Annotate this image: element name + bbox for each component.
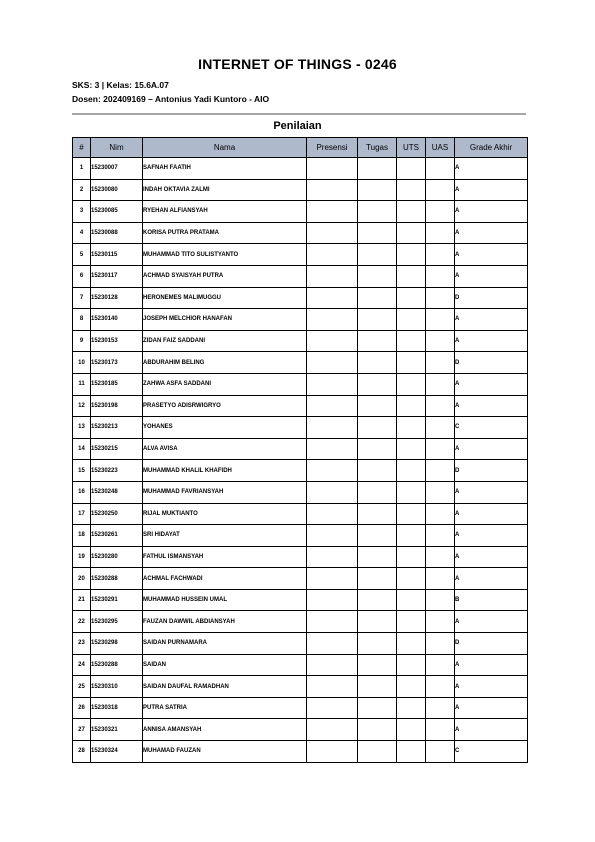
uts-cell [397, 654, 426, 676]
student-nim: 15230215 [91, 438, 143, 460]
tugas-cell [358, 417, 397, 439]
uas-cell [426, 676, 455, 698]
student-name: SAFNAH FAATIH [143, 158, 307, 180]
uas-cell [426, 330, 455, 352]
row-number: 17 [73, 503, 91, 525]
student-name: ABDURAHIM BELING [143, 352, 307, 374]
presensi-cell [307, 697, 358, 719]
table-row [73, 179, 528, 201]
presensi-cell [307, 568, 358, 590]
student-name: SAIDAN PURNAMARA [143, 633, 307, 655]
row-number: 4 [73, 222, 91, 244]
table-row [73, 697, 528, 719]
row-number: 13 [73, 417, 91, 439]
student-nim: 15230115 [91, 244, 143, 266]
tugas-cell [358, 654, 397, 676]
tugas-cell [358, 352, 397, 374]
student-name: SAIDAN [143, 654, 307, 676]
final-grade: A [455, 179, 528, 201]
tugas-cell [358, 460, 397, 482]
page-title: INTERNET OF THINGS - 0246 [198, 56, 397, 72]
row-number: 24 [73, 654, 91, 676]
presensi-cell [307, 460, 358, 482]
row-number: 25 [73, 676, 91, 698]
presensi-cell [307, 330, 358, 352]
student-nim: 15230088 [91, 222, 143, 244]
final-grade: A [455, 719, 528, 741]
uts-cell [397, 741, 426, 763]
tugas-cell [358, 719, 397, 741]
uas-cell [426, 373, 455, 395]
student-name: KORISA PUTRA PRATAMA [143, 222, 307, 244]
student-name: INDAH OKTAVIA ZALMI [143, 179, 307, 201]
table-row [73, 201, 528, 223]
tugas-cell [358, 244, 397, 266]
final-grade: D [455, 633, 528, 655]
presensi-cell [307, 309, 358, 331]
col-nim-header: Nim [91, 138, 143, 158]
course-info: SKS: 3 | Kelas: 15.6A.07 [72, 80, 169, 90]
student-nim: 15230250 [91, 503, 143, 525]
final-grade: B [455, 589, 528, 611]
student-name: MUHAMMAD KHALIL KHAFIDH [143, 460, 307, 482]
row-number: 12 [73, 395, 91, 417]
presensi-cell [307, 265, 358, 287]
uts-cell [397, 438, 426, 460]
tugas-cell [358, 373, 397, 395]
uts-cell [397, 719, 426, 741]
table-row [73, 460, 528, 482]
uas-cell [426, 352, 455, 374]
student-name: ANNISA AMANSYAH [143, 719, 307, 741]
section-title: Penilaian [273, 120, 322, 132]
table-row [73, 589, 528, 611]
row-number: 18 [73, 525, 91, 547]
student-name: PUTRA SATRIA [143, 697, 307, 719]
uts-cell [397, 309, 426, 331]
student-nim: 15230223 [91, 460, 143, 482]
tugas-cell [358, 633, 397, 655]
student-nim: 15230080 [91, 179, 143, 201]
row-number: 21 [73, 589, 91, 611]
final-grade: C [455, 417, 528, 439]
final-grade: C [455, 741, 528, 763]
uas-cell [426, 611, 455, 633]
row-number: 19 [73, 546, 91, 568]
final-grade: A [455, 438, 528, 460]
table-row [73, 719, 528, 741]
tugas-cell [358, 589, 397, 611]
presensi-cell [307, 438, 358, 460]
student-nim: 15230153 [91, 330, 143, 352]
uts-cell [397, 525, 426, 547]
uts-cell [397, 179, 426, 201]
presensi-cell [307, 525, 358, 547]
presensi-cell [307, 373, 358, 395]
presensi-cell [307, 719, 358, 741]
final-grade: A [455, 481, 528, 503]
tugas-cell [358, 697, 397, 719]
table-row [73, 741, 528, 763]
table-row [73, 244, 528, 266]
presensi-cell [307, 611, 358, 633]
col-uas-header: UAS [426, 138, 455, 158]
final-grade: D [455, 287, 528, 309]
uas-cell [426, 546, 455, 568]
student-name: PRASETYO ADISRWIGRYO [143, 395, 307, 417]
header-divider [72, 113, 526, 115]
presensi-cell [307, 158, 358, 180]
uts-cell [397, 417, 426, 439]
student-name: YOHANES [143, 417, 307, 439]
table-row [73, 158, 528, 180]
uts-cell [397, 158, 426, 180]
tugas-cell [358, 676, 397, 698]
uts-cell [397, 633, 426, 655]
tugas-cell [358, 568, 397, 590]
student-name: JOSEPH MELCHIOR HANAFAN [143, 309, 307, 331]
final-grade: D [455, 460, 528, 482]
final-grade: A [455, 503, 528, 525]
col-presensi-header: Presensi [307, 138, 358, 158]
uas-cell [426, 741, 455, 763]
row-number: 27 [73, 719, 91, 741]
table-header-row [73, 138, 528, 158]
row-number: 26 [73, 697, 91, 719]
student-name: ZIDAN FAIZ SADDANI [143, 330, 307, 352]
student-name: RIJAL MUKTIANTO [143, 503, 307, 525]
final-grade: A [455, 222, 528, 244]
uas-cell [426, 525, 455, 547]
uas-cell [426, 287, 455, 309]
uas-cell [426, 503, 455, 525]
row-number: 16 [73, 481, 91, 503]
final-grade: A [455, 654, 528, 676]
uas-cell [426, 395, 455, 417]
student-nim: 15230117 [91, 265, 143, 287]
student-nim: 15230248 [91, 481, 143, 503]
tugas-cell [358, 438, 397, 460]
row-number: 2 [73, 179, 91, 201]
table-row [73, 481, 528, 503]
student-name: ACHMAL FACHWADI [143, 568, 307, 590]
final-grade: A [455, 265, 528, 287]
tugas-cell [358, 481, 397, 503]
row-number: 20 [73, 568, 91, 590]
table-row [73, 676, 528, 698]
final-grade: A [455, 611, 528, 633]
presensi-cell [307, 352, 358, 374]
presensi-cell [307, 417, 358, 439]
student-name: FAUZAN DAWWIL ABDIANSYAH [143, 611, 307, 633]
student-nim: 15230310 [91, 676, 143, 698]
presensi-cell [307, 244, 358, 266]
uas-cell [426, 309, 455, 331]
tugas-cell [358, 546, 397, 568]
row-number: 3 [73, 201, 91, 223]
table-row [73, 611, 528, 633]
row-number: 11 [73, 373, 91, 395]
uts-cell [397, 697, 426, 719]
table-row [73, 309, 528, 331]
tugas-cell [358, 201, 397, 223]
table-row [73, 546, 528, 568]
uas-cell [426, 158, 455, 180]
presensi-cell [307, 546, 358, 568]
tugas-cell [358, 525, 397, 547]
uts-cell [397, 503, 426, 525]
tugas-cell [358, 395, 397, 417]
uts-cell [397, 460, 426, 482]
uts-cell [397, 287, 426, 309]
table-row [73, 265, 528, 287]
presensi-cell [307, 676, 358, 698]
student-nim: 15230185 [91, 373, 143, 395]
student-nim: 15230324 [91, 741, 143, 763]
final-grade: A [455, 309, 528, 331]
uas-cell [426, 481, 455, 503]
tugas-cell [358, 741, 397, 763]
table-row [73, 352, 528, 374]
student-nim: 15230085 [91, 201, 143, 223]
presensi-cell [307, 222, 358, 244]
final-grade: A [455, 373, 528, 395]
final-grade: A [455, 525, 528, 547]
student-name: FATHUL ISMANSYAH [143, 546, 307, 568]
uas-cell [426, 633, 455, 655]
presensi-cell [307, 395, 358, 417]
presensi-cell [307, 481, 358, 503]
tugas-cell [358, 179, 397, 201]
student-name: ACHMAD SYAISYAH PUTRA [143, 265, 307, 287]
table-row [73, 395, 528, 417]
uas-cell [426, 179, 455, 201]
student-name: HERONEMES MALIMUGGU [143, 287, 307, 309]
presensi-cell [307, 179, 358, 201]
table-row [73, 633, 528, 655]
student-nim: 15230213 [91, 417, 143, 439]
final-grade: A [455, 568, 528, 590]
student-name: RYEHAN ALFIANSYAH [143, 201, 307, 223]
tugas-cell [358, 287, 397, 309]
final-grade: A [455, 330, 528, 352]
col-tugas-header: Tugas [358, 138, 397, 158]
uts-cell [397, 481, 426, 503]
presensi-cell [307, 654, 358, 676]
tugas-cell [358, 330, 397, 352]
student-nim: 15230295 [91, 611, 143, 633]
presensi-cell [307, 741, 358, 763]
uts-cell [397, 352, 426, 374]
lecturer-info: Dosen: 202409169 – Antonius Yadi Kuntoro - AIO [72, 94, 270, 104]
row-number: 6 [73, 265, 91, 287]
uas-cell [426, 222, 455, 244]
student-nim: 15230321 [91, 719, 143, 741]
tugas-cell [358, 611, 397, 633]
col-uts-header: UTS [397, 138, 426, 158]
student-nim: 15230291 [91, 589, 143, 611]
row-number: 9 [73, 330, 91, 352]
col-nama-header: Nama [143, 138, 307, 158]
student-nim: 15230298 [91, 633, 143, 655]
student-name: SAIDAN DAUFAL RAMADHAN [143, 676, 307, 698]
student-nim: 15230288 [91, 568, 143, 590]
uts-cell [397, 676, 426, 698]
uts-cell [397, 589, 426, 611]
student-nim: 15230261 [91, 525, 143, 547]
row-number: 10 [73, 352, 91, 374]
table-row [73, 417, 528, 439]
final-grade: A [455, 395, 528, 417]
tugas-cell [358, 503, 397, 525]
student-nim: 15230128 [91, 287, 143, 309]
col-grade-header: Grade Akhir [455, 138, 528, 158]
table-row [73, 654, 528, 676]
uts-cell [397, 568, 426, 590]
uas-cell [426, 568, 455, 590]
student-nim: 15230318 [91, 697, 143, 719]
uts-cell [397, 265, 426, 287]
table-row [73, 330, 528, 352]
uas-cell [426, 719, 455, 741]
row-number: 1 [73, 158, 91, 180]
student-name: MUHAMAD FAUZAN [143, 741, 307, 763]
table-row [73, 568, 528, 590]
grades-table [72, 137, 528, 763]
student-name: SRI HIDAYAT [143, 525, 307, 547]
table-row [73, 287, 528, 309]
row-number: 22 [73, 611, 91, 633]
tugas-cell [358, 222, 397, 244]
final-grade: A [455, 546, 528, 568]
tugas-cell [358, 265, 397, 287]
uts-cell [397, 395, 426, 417]
row-number: 7 [73, 287, 91, 309]
table-row [73, 503, 528, 525]
student-nim: 15230280 [91, 546, 143, 568]
row-number: 28 [73, 741, 91, 763]
uts-cell [397, 201, 426, 223]
uts-cell [397, 330, 426, 352]
table-body [73, 158, 528, 763]
table-row [73, 373, 528, 395]
uts-cell [397, 222, 426, 244]
row-number: 8 [73, 309, 91, 331]
presensi-cell [307, 201, 358, 223]
uas-cell [426, 697, 455, 719]
table-row [73, 222, 528, 244]
final-grade: A [455, 158, 528, 180]
student-nim: 15230288 [91, 654, 143, 676]
student-name: MUHAMMAD TITO SULISTYANTO [143, 244, 307, 266]
final-grade: D [455, 352, 528, 374]
uas-cell [426, 417, 455, 439]
presensi-cell [307, 633, 358, 655]
uas-cell [426, 201, 455, 223]
final-grade: A [455, 676, 528, 698]
uas-cell [426, 654, 455, 676]
student-nim: 15230198 [91, 395, 143, 417]
row-number: 23 [73, 633, 91, 655]
row-number: 15 [73, 460, 91, 482]
uas-cell [426, 265, 455, 287]
student-name: ALVA AVISA [143, 438, 307, 460]
student-name: ZAHWA ASFA SADDANI [143, 373, 307, 395]
final-grade: A [455, 201, 528, 223]
presensi-cell [307, 287, 358, 309]
row-number: 5 [73, 244, 91, 266]
row-number: 14 [73, 438, 91, 460]
tugas-cell [358, 158, 397, 180]
final-grade: A [455, 697, 528, 719]
presensi-cell [307, 503, 358, 525]
student-nim: 15230173 [91, 352, 143, 374]
student-nim: 15230007 [91, 158, 143, 180]
final-grade: A [455, 244, 528, 266]
uas-cell [426, 438, 455, 460]
table-row [73, 438, 528, 460]
uas-cell [426, 460, 455, 482]
uts-cell [397, 611, 426, 633]
uas-cell [426, 589, 455, 611]
uts-cell [397, 546, 426, 568]
student-name: MUHAMMAD FAVRIANSYAH [143, 481, 307, 503]
uts-cell [397, 373, 426, 395]
tugas-cell [358, 309, 397, 331]
presensi-cell [307, 589, 358, 611]
table-row [73, 525, 528, 547]
uas-cell [426, 244, 455, 266]
col-number-header: # [73, 138, 91, 158]
student-nim: 15230140 [91, 309, 143, 331]
student-name: MUHAMMAD HUSSEIN UMAL [143, 589, 307, 611]
uts-cell [397, 244, 426, 266]
